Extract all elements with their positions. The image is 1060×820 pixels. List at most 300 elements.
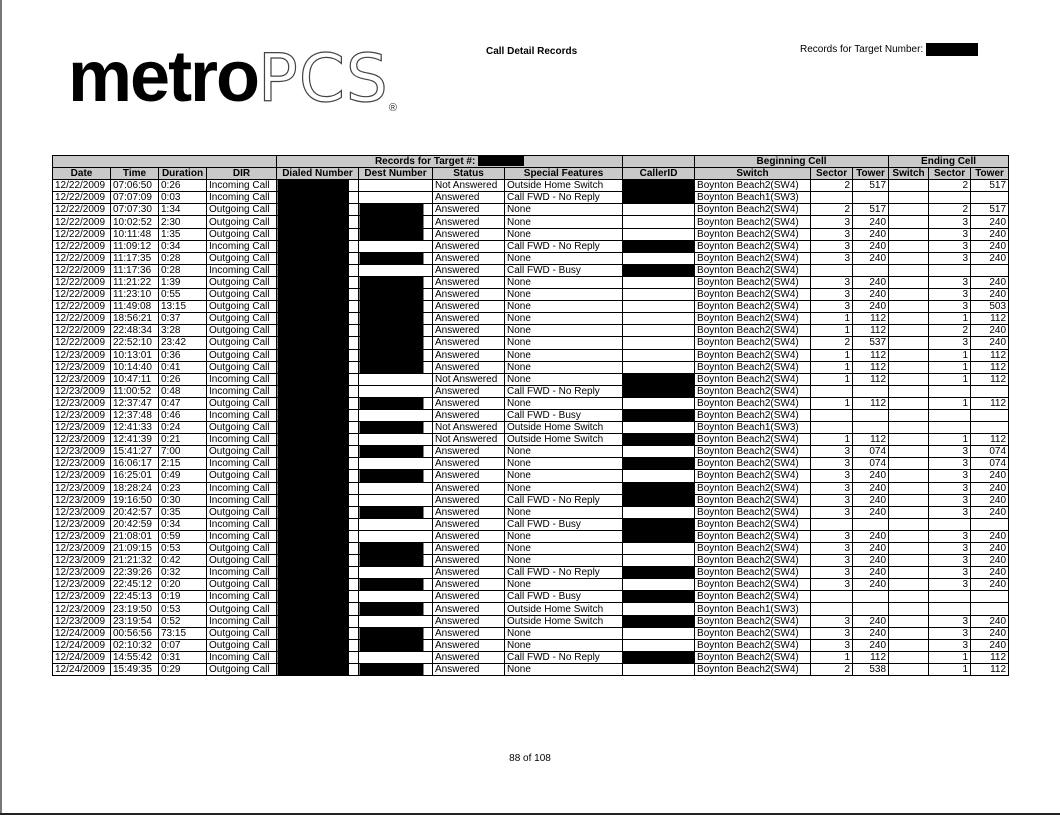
cell-end-sector xyxy=(929,591,971,603)
cell-end-switch xyxy=(889,325,929,337)
cell-end-tower: 074 xyxy=(971,458,1009,470)
cell-status: Answered xyxy=(433,555,505,567)
cell-end-switch xyxy=(889,446,929,458)
cell-tower: 240 xyxy=(853,252,889,264)
col-dest-number: Dest Number xyxy=(359,168,433,180)
table-row xyxy=(53,252,1009,264)
col-special-features: Special Features xyxy=(505,168,623,180)
cell-status: Answered xyxy=(433,446,505,458)
cell-dir: Outgoing Call xyxy=(207,325,277,337)
cell-date: 12/23/2009 xyxy=(53,591,111,603)
cell-sector: 1 xyxy=(811,361,853,373)
cell-callerid xyxy=(623,530,695,542)
cell-time: 10:14:40 xyxy=(111,361,159,373)
cell-duration: 0:29 xyxy=(159,663,207,675)
cell-dest-number xyxy=(359,264,433,276)
cell-date: 12/23/2009 xyxy=(53,385,111,397)
cell-end-tower: 112 xyxy=(971,434,1009,446)
cell-switch: Boynton Beach2(SW4) xyxy=(695,555,811,567)
cell-dir: Incoming Call xyxy=(207,530,277,542)
cell-callerid xyxy=(623,313,695,325)
cell-status: Answered xyxy=(433,651,505,663)
cell-end-tower: 240 xyxy=(971,579,1009,591)
cell-status: Answered xyxy=(433,506,505,518)
cell-end-tower: 240 xyxy=(971,627,1009,639)
table-row xyxy=(53,651,1009,663)
cell-status: Answered xyxy=(433,591,505,603)
cell-dir: Outgoing Call xyxy=(207,627,277,639)
cell-switch: Boynton Beach1(SW3) xyxy=(695,603,811,615)
cell-tower: 240 xyxy=(853,216,889,228)
cell-dir: Incoming Call xyxy=(207,591,277,603)
cell-status: Answered xyxy=(433,385,505,397)
cell-callerid xyxy=(623,228,695,240)
cell-tower xyxy=(853,264,889,276)
cell-special-features: None xyxy=(505,506,623,518)
cell-status: Answered xyxy=(433,603,505,615)
table-row xyxy=(53,603,1009,615)
cell-end-sector xyxy=(929,422,971,434)
cell-dialed-number xyxy=(277,555,359,567)
cell-tower: 240 xyxy=(853,615,889,627)
cell-callerid xyxy=(623,579,695,591)
cell-special-features: Call FWD - Busy xyxy=(505,518,623,530)
cell-time: 11:09:12 xyxy=(111,240,159,252)
cell-end-switch xyxy=(889,494,929,506)
metropcs-logo xyxy=(68,37,397,117)
cell-switch: Boynton Beach2(SW4) xyxy=(695,615,811,627)
cell-date: 12/23/2009 xyxy=(53,506,111,518)
col-end-tower: Tower xyxy=(971,168,1009,180)
cell-time: 10:11:48 xyxy=(111,228,159,240)
cell-dir: Incoming Call xyxy=(207,494,277,506)
cell-tower xyxy=(853,409,889,421)
cell-time: 07:06:50 xyxy=(111,180,159,192)
cell-callerid xyxy=(623,240,695,252)
cell-dialed-number xyxy=(277,543,359,555)
cell-special-features: None xyxy=(505,313,623,325)
cell-date: 12/22/2009 xyxy=(53,228,111,240)
cell-date: 12/23/2009 xyxy=(53,397,111,409)
cell-tower: 112 xyxy=(853,349,889,361)
cell-time: 10:02:52 xyxy=(111,216,159,228)
table-row xyxy=(53,627,1009,639)
cell-duration: 0:28 xyxy=(159,252,207,264)
cell-dialed-number xyxy=(277,313,359,325)
cell-dest-number xyxy=(359,543,433,555)
cell-end-sector: 3 xyxy=(929,240,971,252)
cell-duration: 0:28 xyxy=(159,264,207,276)
cell-duration: 73:15 xyxy=(159,627,207,639)
cell-special-features: None xyxy=(505,397,623,409)
cell-dest-number xyxy=(359,276,433,288)
cell-time: 11:17:35 xyxy=(111,252,159,264)
cell-special-features: None xyxy=(505,349,623,361)
cell-end-tower: 074 xyxy=(971,446,1009,458)
cell-dest-number xyxy=(359,373,433,385)
cell-end-sector: 3 xyxy=(929,228,971,240)
cell-callerid xyxy=(623,567,695,579)
cell-date: 12/23/2009 xyxy=(53,567,111,579)
cell-duration: 0:32 xyxy=(159,567,207,579)
cell-end-switch xyxy=(889,543,929,555)
cell-dialed-number xyxy=(277,289,359,301)
cell-time: 11:17:36 xyxy=(111,264,159,276)
cell-end-switch xyxy=(889,422,929,434)
table-row xyxy=(53,446,1009,458)
cell-date: 12/23/2009 xyxy=(53,349,111,361)
cell-special-features: Outside Home Switch xyxy=(505,180,623,192)
cell-dest-number xyxy=(359,192,433,204)
cell-date: 12/22/2009 xyxy=(53,289,111,301)
cell-duration: 0:42 xyxy=(159,555,207,567)
cell-end-switch xyxy=(889,204,929,216)
cell-end-tower: 112 xyxy=(971,651,1009,663)
cell-tower: 240 xyxy=(853,494,889,506)
cell-date: 12/22/2009 xyxy=(53,180,111,192)
cell-sector xyxy=(811,591,853,603)
cell-end-sector: 3 xyxy=(929,555,971,567)
cell-special-features: None xyxy=(505,276,623,288)
cell-time: 12:37:47 xyxy=(111,397,159,409)
cell-dir: Outgoing Call xyxy=(207,579,277,591)
cell-dialed-number xyxy=(277,518,359,530)
cell-end-tower: 112 xyxy=(971,361,1009,373)
cell-dir: Incoming Call xyxy=(207,192,277,204)
cell-callerid xyxy=(623,349,695,361)
cell-dir: Incoming Call xyxy=(207,264,277,276)
cell-status: Answered xyxy=(433,663,505,675)
cell-sector: 3 xyxy=(811,639,853,651)
cell-dialed-number xyxy=(277,216,359,228)
cell-time: 18:56:21 xyxy=(111,313,159,325)
cell-dir: Outgoing Call xyxy=(207,639,277,651)
cell-date: 12/23/2009 xyxy=(53,361,111,373)
cell-special-features: Call FWD - No Reply xyxy=(505,385,623,397)
cell-end-switch xyxy=(889,397,929,409)
cell-dest-number xyxy=(359,530,433,542)
cell-duration: 0:35 xyxy=(159,506,207,518)
cell-tower: 240 xyxy=(853,289,889,301)
cell-dialed-number xyxy=(277,337,359,349)
cell-switch: Boynton Beach2(SW4) xyxy=(695,567,811,579)
cell-callerid xyxy=(623,470,695,482)
cell-end-switch xyxy=(889,240,929,252)
cell-date: 12/23/2009 xyxy=(53,446,111,458)
cell-end-switch xyxy=(889,603,929,615)
cell-status: Not Answered xyxy=(433,434,505,446)
cell-dialed-number xyxy=(277,325,359,337)
cell-dir: Outgoing Call xyxy=(207,301,277,313)
cell-end-sector: 2 xyxy=(929,325,971,337)
cell-end-sector: 3 xyxy=(929,579,971,591)
cell-time: 22:45:13 xyxy=(111,591,159,603)
table-row xyxy=(53,518,1009,530)
cell-dir: Incoming Call xyxy=(207,434,277,446)
cell-duration: 0:31 xyxy=(159,651,207,663)
cell-duration: 0:30 xyxy=(159,494,207,506)
cell-duration: 0:03 xyxy=(159,192,207,204)
cell-dir: Outgoing Call xyxy=(207,603,277,615)
table-row xyxy=(53,373,1009,385)
cell-date: 12/23/2009 xyxy=(53,458,111,470)
cell-sector xyxy=(811,422,853,434)
cell-dest-number xyxy=(359,627,433,639)
cell-callerid xyxy=(623,518,695,530)
cell-date: 12/23/2009 xyxy=(53,603,111,615)
cell-end-switch xyxy=(889,651,929,663)
cell-duration: 0:19 xyxy=(159,591,207,603)
cell-sector: 1 xyxy=(811,373,853,385)
cell-end-switch xyxy=(889,639,929,651)
cell-special-features: None xyxy=(505,446,623,458)
group-header-row xyxy=(53,156,1009,168)
cell-end-switch xyxy=(889,458,929,470)
cell-callerid xyxy=(623,615,695,627)
cell-dest-number xyxy=(359,180,433,192)
cell-dialed-number xyxy=(277,663,359,675)
cell-time: 10:13:01 xyxy=(111,349,159,361)
cell-callerid xyxy=(623,639,695,651)
cell-tower: 112 xyxy=(853,361,889,373)
cell-dir: Outgoing Call xyxy=(207,543,277,555)
cell-switch: Boynton Beach2(SW4) xyxy=(695,349,811,361)
cell-special-features: None xyxy=(505,530,623,542)
table-row xyxy=(53,482,1009,494)
cell-dialed-number xyxy=(277,252,359,264)
cell-tower: 240 xyxy=(853,228,889,240)
cell-dialed-number xyxy=(277,180,359,192)
cell-callerid xyxy=(623,276,695,288)
column-header-row xyxy=(53,168,1009,180)
cell-dest-number xyxy=(359,434,433,446)
table-row xyxy=(53,240,1009,252)
cell-dir: Incoming Call xyxy=(207,373,277,385)
cell-special-features: None xyxy=(505,579,623,591)
cell-switch: Boynton Beach2(SW4) xyxy=(695,409,811,421)
cell-end-switch xyxy=(889,555,929,567)
table-row xyxy=(53,409,1009,421)
cell-dest-number xyxy=(359,567,433,579)
cell-tower: 112 xyxy=(853,313,889,325)
cell-switch: Boynton Beach2(SW4) xyxy=(695,446,811,458)
cell-dialed-number xyxy=(277,276,359,288)
cell-time: 11:00:52 xyxy=(111,385,159,397)
cell-end-sector: 3 xyxy=(929,530,971,542)
cell-end-sector: 3 xyxy=(929,567,971,579)
cell-time: 21:21:32 xyxy=(111,555,159,567)
cell-tower: 112 xyxy=(853,434,889,446)
cell-dir: Outgoing Call xyxy=(207,422,277,434)
cell-dir: Outgoing Call xyxy=(207,470,277,482)
cell-dir: Outgoing Call xyxy=(207,349,277,361)
cell-special-features: Call FWD - No Reply xyxy=(505,651,623,663)
col-date: Date xyxy=(53,168,111,180)
table-row xyxy=(53,506,1009,518)
cell-end-tower: 240 xyxy=(971,337,1009,349)
cell-special-features: None xyxy=(505,325,623,337)
cell-date: 12/23/2009 xyxy=(53,494,111,506)
cell-sector: 3 xyxy=(811,301,853,313)
cell-sector: 3 xyxy=(811,567,853,579)
cell-dir: Outgoing Call xyxy=(207,337,277,349)
page-number: 88 of 108 xyxy=(509,753,551,764)
cell-tower: 240 xyxy=(853,579,889,591)
cell-end-switch xyxy=(889,192,929,204)
cell-time: 11:23:10 xyxy=(111,289,159,301)
cell-date: 12/23/2009 xyxy=(53,555,111,567)
cell-switch: Boynton Beach1(SW3) xyxy=(695,192,811,204)
table-row xyxy=(53,325,1009,337)
cell-end-switch xyxy=(889,216,929,228)
cell-dir: Outgoing Call xyxy=(207,216,277,228)
cell-status: Not Answered xyxy=(433,373,505,385)
document-title: Call Detail Records xyxy=(486,46,578,57)
cell-special-features: None xyxy=(505,252,623,264)
cell-time: 00:56:56 xyxy=(111,627,159,639)
cell-end-sector: 3 xyxy=(929,615,971,627)
cell-tower: 517 xyxy=(853,180,889,192)
cell-end-tower: 240 xyxy=(971,639,1009,651)
cell-end-sector xyxy=(929,192,971,204)
table-row xyxy=(53,494,1009,506)
cell-switch: Boynton Beach2(SW4) xyxy=(695,518,811,530)
cell-dir: Outgoing Call xyxy=(207,228,277,240)
cell-dir: Outgoing Call xyxy=(207,397,277,409)
cell-special-features: None xyxy=(505,301,623,313)
redaction-block xyxy=(926,43,978,56)
cell-date: 12/23/2009 xyxy=(53,422,111,434)
cell-duration: 0:34 xyxy=(159,240,207,252)
col-callerid: CallerID xyxy=(623,168,695,180)
cell-special-features: None xyxy=(505,337,623,349)
cell-tower: 112 xyxy=(853,651,889,663)
cell-duration: 1:34 xyxy=(159,204,207,216)
cell-special-features: Call FWD - No Reply xyxy=(505,567,623,579)
table-row xyxy=(53,192,1009,204)
cell-end-switch xyxy=(889,591,929,603)
cell-dir: Incoming Call xyxy=(207,458,277,470)
cell-end-sector: 3 xyxy=(929,543,971,555)
cell-callerid xyxy=(623,627,695,639)
cell-status: Answered xyxy=(433,325,505,337)
cell-dir: Incoming Call xyxy=(207,482,277,494)
cell-duration: 0:48 xyxy=(159,385,207,397)
cell-dest-number xyxy=(359,409,433,421)
cell-duration: 2:15 xyxy=(159,458,207,470)
cell-dialed-number xyxy=(277,458,359,470)
cell-end-sector: 3 xyxy=(929,446,971,458)
logo-metro-text: metro xyxy=(68,37,259,117)
cell-switch: Boynton Beach1(SW3) xyxy=(695,422,811,434)
table-row xyxy=(53,385,1009,397)
cell-duration: 1:35 xyxy=(159,228,207,240)
cell-time: 10:47:11 xyxy=(111,373,159,385)
cell-date: 12/22/2009 xyxy=(53,192,111,204)
cell-date: 12/22/2009 xyxy=(53,325,111,337)
cell-dialed-number xyxy=(277,434,359,446)
cell-duration: 0:36 xyxy=(159,349,207,361)
cell-end-tower: 517 xyxy=(971,180,1009,192)
cell-end-switch xyxy=(889,289,929,301)
cell-sector: 3 xyxy=(811,458,853,470)
cell-sector: 3 xyxy=(811,289,853,301)
cell-sector: 1 xyxy=(811,325,853,337)
table-row xyxy=(53,470,1009,482)
cell-date: 12/22/2009 xyxy=(53,216,111,228)
ending-cell-header: Ending Cell xyxy=(889,156,1009,168)
cell-special-features: None xyxy=(505,470,623,482)
cell-date: 12/23/2009 xyxy=(53,409,111,421)
cell-special-features: None xyxy=(505,627,623,639)
cell-duration: 0:23 xyxy=(159,482,207,494)
cell-end-tower: 240 xyxy=(971,240,1009,252)
cell-end-tower: 112 xyxy=(971,663,1009,675)
col-end-sector: Sector xyxy=(929,168,971,180)
cell-switch: Boynton Beach2(SW4) xyxy=(695,373,811,385)
cell-callerid xyxy=(623,204,695,216)
cell-end-sector: 3 xyxy=(929,337,971,349)
cell-status: Answered xyxy=(433,615,505,627)
cell-end-sector: 3 xyxy=(929,627,971,639)
cell-dir: Incoming Call xyxy=(207,409,277,421)
target-number-label: Records for Target Number: xyxy=(800,44,924,56)
table-row xyxy=(53,180,1009,192)
cell-dialed-number xyxy=(277,639,359,651)
cell-end-sector xyxy=(929,264,971,276)
table-row xyxy=(53,530,1009,542)
cell-dialed-number xyxy=(277,228,359,240)
cell-duration: 0:21 xyxy=(159,434,207,446)
cell-dialed-number xyxy=(277,204,359,216)
cell-sector: 1 xyxy=(811,313,853,325)
cell-sector: 3 xyxy=(811,506,853,518)
cell-dialed-number xyxy=(277,446,359,458)
cell-sector xyxy=(811,603,853,615)
cell-callerid xyxy=(623,325,695,337)
cell-date: 12/22/2009 xyxy=(53,204,111,216)
table-row xyxy=(53,276,1009,288)
cell-tower: 240 xyxy=(853,627,889,639)
cell-date: 12/23/2009 xyxy=(53,518,111,530)
cell-switch: Boynton Beach2(SW4) xyxy=(695,458,811,470)
cell-time: 12:37:48 xyxy=(111,409,159,421)
cell-duration: 7:00 xyxy=(159,446,207,458)
col-status: Status xyxy=(433,168,505,180)
cell-dir: Incoming Call xyxy=(207,180,277,192)
cell-duration: 1:39 xyxy=(159,276,207,288)
cell-dir: Incoming Call xyxy=(207,567,277,579)
cell-dir: Outgoing Call xyxy=(207,555,277,567)
cell-dest-number xyxy=(359,422,433,434)
table-row xyxy=(53,422,1009,434)
cell-switch: Boynton Beach2(SW4) xyxy=(695,216,811,228)
cell-date: 12/23/2009 xyxy=(53,530,111,542)
cell-sector: 3 xyxy=(811,627,853,639)
cell-switch: Boynton Beach2(SW4) xyxy=(695,651,811,663)
cell-switch: Boynton Beach2(SW4) xyxy=(695,506,811,518)
cell-switch: Boynton Beach2(SW4) xyxy=(695,313,811,325)
cell-status: Answered xyxy=(433,543,505,555)
cell-switch: Boynton Beach2(SW4) xyxy=(695,494,811,506)
cell-end-tower: 240 xyxy=(971,482,1009,494)
cell-special-features: None xyxy=(505,373,623,385)
cell-date: 12/24/2009 xyxy=(53,651,111,663)
cell-special-features: Call FWD - Busy xyxy=(505,264,623,276)
cell-dialed-number xyxy=(277,422,359,434)
col-tower: Tower xyxy=(853,168,889,180)
cell-end-tower: 240 xyxy=(971,289,1009,301)
